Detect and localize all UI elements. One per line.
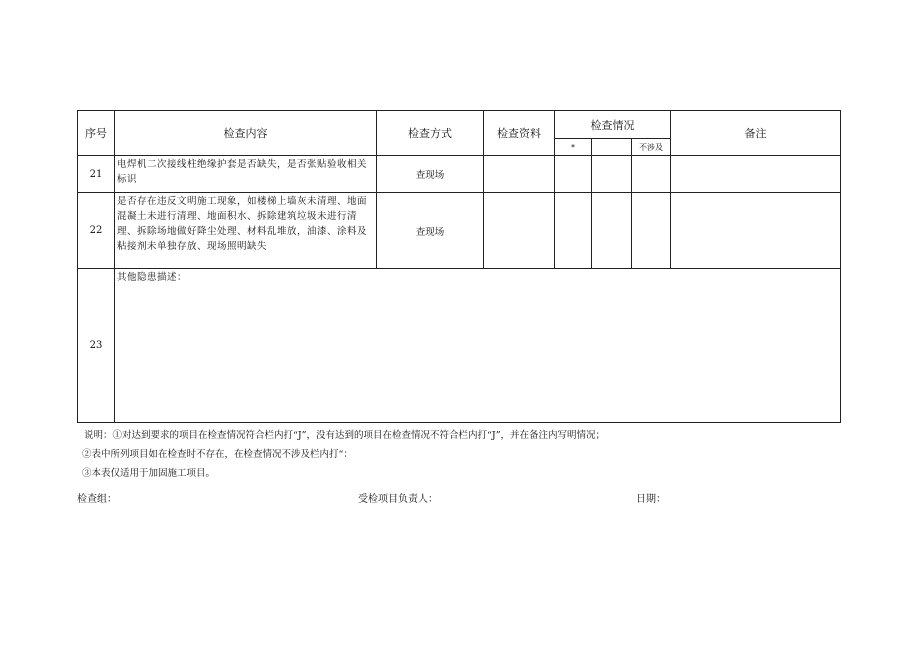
signature-group: 检查组： <box>77 494 117 505</box>
row-method: 查现场 <box>377 156 484 193</box>
header-status-comply: * <box>555 139 592 156</box>
note-line-1: 说明：①对达到要求的项目在检查情况符合栏内打“J”，没有达到的项目在检查情况不符合栏内打“J”，并在备注内写明情况； <box>84 430 606 441</box>
row-na-cell[interactable] <box>632 156 671 193</box>
header-seq: 序号 <box>78 111 115 156</box>
table-row <box>78 269 841 423</box>
row-remark-cell[interactable] <box>671 156 841 193</box>
note-line-3: ③本表仅适用于加固施工项目。 <box>82 468 216 479</box>
header-status-noncomply <box>592 139 632 156</box>
note-line-2: ②表中所列项目如在检查时不存在，在检查情况不涉及栏内打“： <box>82 449 353 460</box>
other-hazards-field[interactable]: 其他隐患描述： <box>115 269 841 423</box>
header-method: 检查方式 <box>377 111 484 156</box>
row-materials-cell[interactable] <box>484 193 555 269</box>
row-seq: 23 <box>78 269 115 423</box>
header-status: 检查情况 <box>555 111 671 139</box>
header-content: 检查内容 <box>115 111 377 156</box>
header-row <box>78 111 841 139</box>
header-status-na: 不涉及 <box>632 139 671 156</box>
row-na-cell[interactable] <box>632 193 671 269</box>
signature-date: 日期： <box>636 494 666 505</box>
signature-responsible: 受检项目负责人： <box>358 494 438 505</box>
row-noncomply-cell[interactable] <box>592 193 632 269</box>
table-row <box>78 193 841 269</box>
inspection-table <box>77 110 841 423</box>
table-row <box>78 156 841 193</box>
row-noncomply-cell[interactable] <box>592 156 632 193</box>
row-comply-cell[interactable] <box>555 156 592 193</box>
header-materials: 检查资料 <box>484 111 555 156</box>
row-seq: 21 <box>78 156 115 193</box>
row-method: 查现场 <box>377 193 484 269</box>
row-content: 是否存在违反文明施工现象，如楼梯上墙灰未清理、地面混凝土未进行清理、地面积水、拆除建筑垃圾未进行清理、拆除场地做好降尘处理、材料乱堆放，油漆、涂料及粘接剂未单独存放、现场照明缺失 <box>115 193 377 269</box>
row-seq: 22 <box>78 193 115 269</box>
row-remark-cell[interactable] <box>671 193 841 269</box>
row-content: 电焊机二次接线柱绝缘护套是否缺失，是否张贴验收相关标识 <box>115 156 377 193</box>
row-materials-cell[interactable] <box>484 156 555 193</box>
header-remark: 备注 <box>671 111 841 156</box>
row-comply-cell[interactable] <box>555 193 592 269</box>
notes-section <box>84 426 605 483</box>
